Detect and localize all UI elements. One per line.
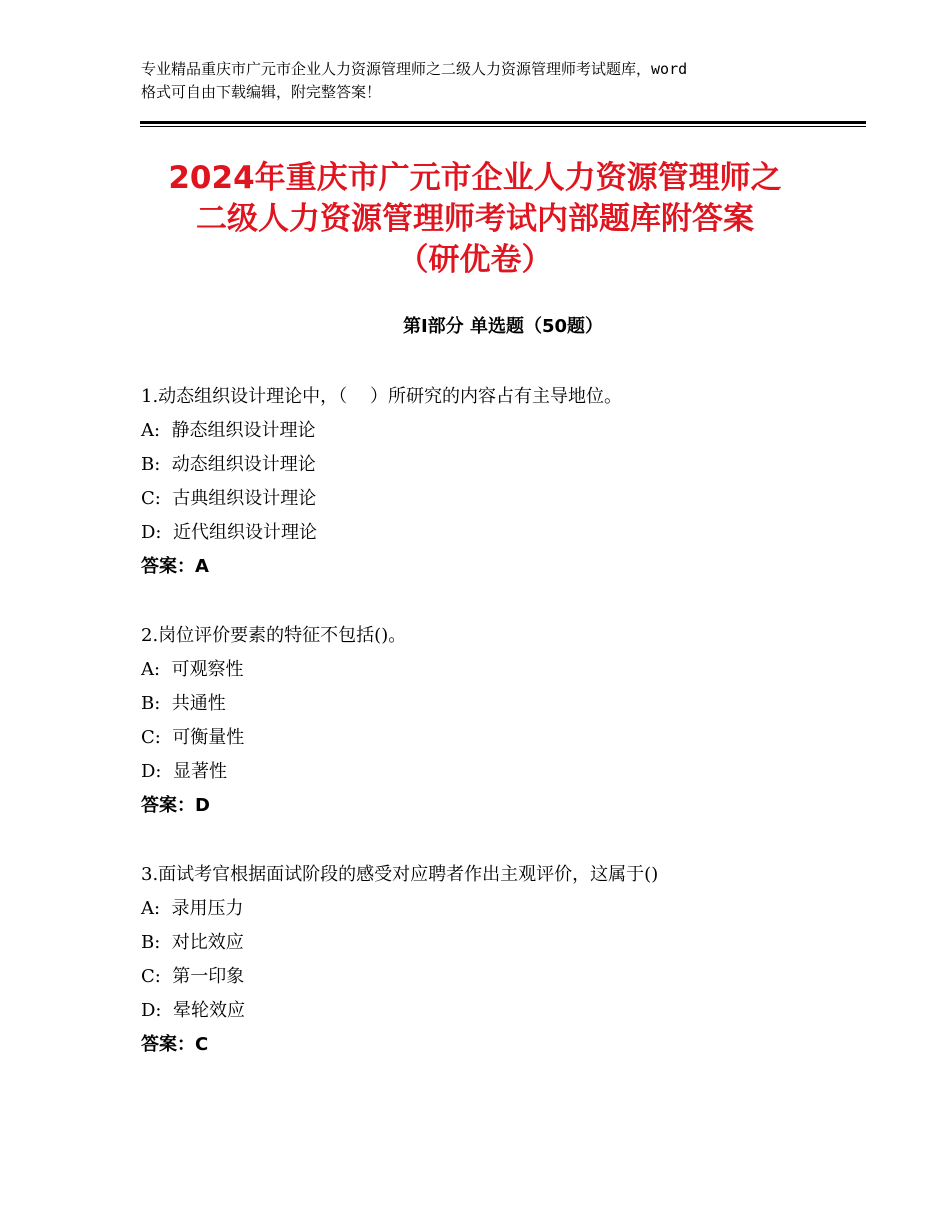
option-d: D: 显著性: [141, 761, 227, 782]
document-title-line-3: （研优卷）: [397, 242, 553, 278]
option-d: D: 近代组织设计理论: [141, 522, 317, 543]
answer-label: 答案：C: [141, 1034, 209, 1055]
option-a: A: 可观察性: [141, 659, 244, 680]
option-a: A: 录用压力: [141, 898, 244, 919]
document-title: [100, 158, 850, 281]
question-1: [141, 380, 861, 584]
option-c: C: 可衡量性: [141, 727, 245, 748]
header-divider-thick: [140, 121, 866, 124]
document-title-line-2: 二级人力资源管理师考试内部题库附答案: [196, 201, 754, 237]
answer-label: 答案：D: [141, 795, 210, 816]
option-a: A: 静态组织设计理论: [141, 420, 316, 441]
option-c: C: 古典组织设计理论: [141, 488, 317, 509]
option-c: C: 第一印象: [141, 966, 245, 987]
header-note-line-1: 专业精品重庆市广元市企业人力资源管理师之二级人力资源管理师考试题库，word: [141, 60, 688, 78]
option-b: B: 动态组织设计理论: [141, 454, 316, 475]
option-d: D: 晕轮效应: [141, 1000, 245, 1021]
question-2: [141, 619, 861, 823]
option-b: B: 共通性: [141, 693, 226, 714]
question-stem: 1.动态组织设计理论中，（ ）所研究的内容占有主导地位。: [141, 386, 623, 407]
header-note: [141, 58, 821, 104]
question-stem: 2.岗位评价要素的特征不包括()。: [141, 625, 407, 646]
answer-label: 答案：A: [141, 556, 209, 577]
section-title: 第Ⅰ部分 单选题（50题）: [402, 316, 603, 337]
option-b: B: 对比效应: [141, 932, 244, 953]
header-note-line-2: 格式可自由下载编辑，附完整答案！: [141, 83, 382, 101]
question-stem: 3.面试考官根据面试阶段的感受对应聘者作出主观评价，这属于(): [141, 864, 659, 885]
header-divider-thin: [140, 126, 866, 127]
document-title-line-1: 2024年重庆市广元市企业人力资源管理师之: [168, 160, 782, 196]
question-3: [141, 858, 861, 1062]
